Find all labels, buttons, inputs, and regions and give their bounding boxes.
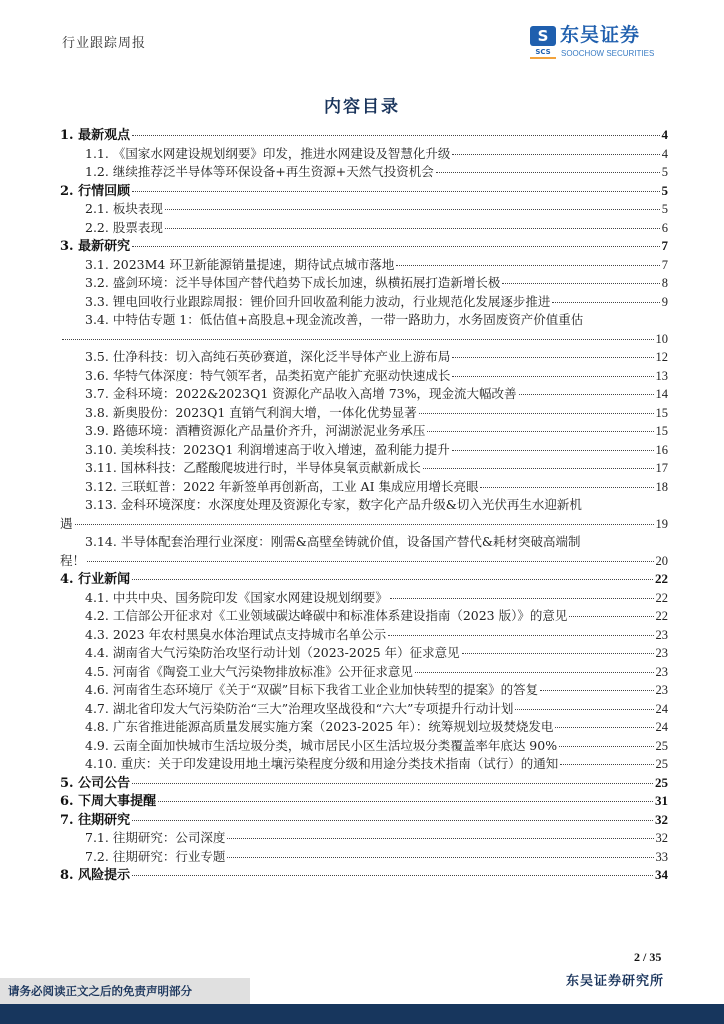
dot-leader <box>75 524 654 525</box>
company-logo <box>530 24 672 62</box>
dot-leader <box>132 875 653 876</box>
toc-page-number: 5 <box>661 202 668 216</box>
toc-page-number: 9 <box>661 294 668 309</box>
page-number: 2 / 35 <box>634 950 662 964</box>
toc-entry[interactable] <box>60 533 668 552</box>
toc-entry[interactable] <box>60 681 668 700</box>
toc-entry[interactable] <box>60 367 668 386</box>
toc-entry-text: 5. 公司公告 <box>60 775 131 791</box>
toc-entry-text: 6. 下周大事提醒 <box>60 794 157 809</box>
dot-leader <box>158 801 653 802</box>
toc-entry[interactable] <box>60 182 668 201</box>
toc-entry[interactable] <box>60 515 668 534</box>
dot-leader <box>452 450 654 451</box>
logo-abbr: SCS <box>530 48 556 59</box>
toc-entry[interactable] <box>60 441 668 460</box>
dot-leader <box>462 653 654 654</box>
dot-leader <box>132 820 653 821</box>
toc-entry-text: 2. 行情回顾 <box>60 183 131 199</box>
toc-page-number: 17 <box>655 461 668 475</box>
dot-leader <box>423 468 654 469</box>
toc-entry[interactable] <box>60 718 668 737</box>
dot-leader <box>452 154 659 155</box>
toc-page-number: 15 <box>655 405 668 420</box>
dot-leader <box>555 727 653 728</box>
dot-leader <box>560 764 653 765</box>
toc-entry-text: 3.4. 中特估专题 1：低估值+高股息+现金流改善，一带一路助力，水务固废资产价值重估 <box>85 312 584 327</box>
toc-entry-text: 4.7. 湖北省印发大气污染防治“三大”治理攻坚战役和“六大”专项提升行动计划 <box>85 700 514 716</box>
dot-leader <box>502 283 659 284</box>
toc-page-number: 23 <box>655 627 668 642</box>
dot-leader <box>540 690 653 691</box>
toc-entry[interactable] <box>60 219 668 238</box>
toc-page-number: 23 <box>655 683 668 697</box>
toc-entry[interactable] <box>60 478 668 497</box>
dot-leader <box>519 394 654 395</box>
toc-entry[interactable] <box>60 700 668 719</box>
dot-leader <box>452 376 653 377</box>
toc-entry[interactable] <box>60 163 668 182</box>
toc-page-number: 22 <box>655 609 668 623</box>
toc-page-number: 8 <box>661 276 668 290</box>
toc-entry-text: 7.1. 往期研究：公司深度 <box>85 830 226 845</box>
toc-page-number: 32 <box>655 831 668 845</box>
toc-page-number: 25 <box>655 774 668 790</box>
toc-entry[interactable] <box>60 755 668 774</box>
dot-leader <box>87 561 653 562</box>
disclaimer-note: 请务必阅读正文之后的免责声明部分 <box>0 978 250 1004</box>
toc-page-number: 23 <box>655 664 668 679</box>
footer-bar <box>0 1004 724 1024</box>
toc-entry-text: 4. 行业新闻 <box>60 572 131 587</box>
report-type-label: 行业跟踪周报 <box>62 36 147 51</box>
toc-entry-text: 3.8. 新奥股份：2023Q1 直销气利润大增，一体化优势显著 <box>85 404 417 420</box>
toc-entry-text: 3.13. 金科环境深度：水深度处理及资源化专家，数字化产品升级&切入光伏再生水迎新机 <box>85 497 582 512</box>
toc-entry[interactable] <box>60 792 668 811</box>
toc-page-number: 23 <box>655 646 668 660</box>
dot-leader <box>132 783 653 784</box>
toc-entry-text: 2.2. 股票表现 <box>85 219 163 235</box>
toc-entry[interactable] <box>60 311 668 330</box>
toc-page-number: 6 <box>661 220 668 235</box>
toc-entry-text: 4.1. 中共中央、国务院印发《国家水网建设规划纲要》 <box>85 589 388 605</box>
toc-page-number: 24 <box>655 720 668 734</box>
toc-entry[interactable] <box>60 811 668 830</box>
dot-leader <box>427 431 653 432</box>
dot-leader <box>132 191 659 192</box>
logo-cn: 东吴证券 <box>560 24 641 46</box>
toc-entry[interactable] <box>60 274 668 293</box>
dot-leader <box>165 228 660 229</box>
toc-entry[interactable] <box>60 348 668 367</box>
toc-page-number: 4 <box>661 127 668 142</box>
toc-entry-text: 1. 最新观点 <box>60 128 131 143</box>
toc-entry-text: 4.5. 河南省《陶瓷工业大气污染物排放标准》公开征求意见 <box>85 663 413 679</box>
toc-page-number: 32 <box>655 811 668 827</box>
toc-entry[interactable] <box>60 496 668 515</box>
toc-entry-text: 8. 风险提示 <box>60 868 131 883</box>
toc-entry-text: 3.6. 华特气体深度：特气领军者，品类拓宽产能扩充驱动快速成长 <box>85 367 451 383</box>
dot-leader <box>132 135 659 136</box>
toc-entry[interactable] <box>60 330 668 349</box>
toc-entry-text: 4.10. 重庆：关于印发建设用地土壤污染程度分级和用途分类技术指南（试行）的通知 <box>85 756 559 771</box>
toc-entry[interactable] <box>60 422 668 441</box>
toc-page-number: 24 <box>655 701 668 716</box>
toc-entry-text: 3.7. 金科环境：2022&2023Q1 资源化产品收入高增 73%，现金流大幅改善 <box>85 386 517 401</box>
toc-entry[interactable] <box>60 404 668 423</box>
toc-entry-text: 3.2. 盛剑环境：泛半导体国产替代趋势下成长加速，纵横拓展打造新增长极 <box>85 275 501 290</box>
toc-entry-text: 4.2. 工信部公开征求对《工业领域碳达峰碳中和标准体系建设指南（2023 版）》的意见 <box>85 608 568 623</box>
toc-entry[interactable] <box>60 459 668 478</box>
dot-leader <box>132 579 653 580</box>
toc-entry-text: 3.3. 锂电回收行业跟踪周报：锂价回升回收盈利能力波动，行业规范化发展逐步推进 <box>85 293 551 309</box>
dot-leader <box>62 339 654 340</box>
toc-entry[interactable] <box>60 774 668 793</box>
toc-page-number: 18 <box>655 479 668 494</box>
logo-mark-icon: S <box>530 26 556 46</box>
toc-page-number: 15 <box>655 424 668 438</box>
dot-leader <box>415 672 654 673</box>
dot-leader <box>515 709 653 710</box>
toc-page-number: 22 <box>655 590 668 605</box>
toc-entry[interactable] <box>60 829 668 848</box>
toc-entry-text: 遇 <box>60 515 73 531</box>
dot-leader <box>559 746 653 747</box>
toc-page-number: 34 <box>655 867 668 882</box>
toc-entry[interactable] <box>60 644 668 663</box>
toc-page-number: 5 <box>661 165 668 179</box>
toc-entry-text: 3.12. 三联虹普：2022 年新签单再创新高，工业 AI 集成应用增长亮眼 <box>85 478 479 494</box>
toc-entry-text: 3.5. 仕净科技：切入高纯石英砂赛道，深化泛半导体产业上游布局 <box>85 349 451 364</box>
toc-page-number: 31 <box>655 793 668 808</box>
toc-entry[interactable] <box>60 626 668 645</box>
toc-entry-text: 3.11. 国林科技：乙醛酸爬坡进行时，半导体臭氧贡献新成长 <box>85 460 421 475</box>
table-of-contents <box>60 126 668 885</box>
toc-entry[interactable] <box>60 293 668 312</box>
toc-entry[interactable] <box>60 385 668 404</box>
toc-entry[interactable] <box>60 552 668 571</box>
dot-leader <box>227 838 653 839</box>
toc-page-number: 4 <box>661 146 668 161</box>
toc-entry-text: 程！ <box>60 552 86 568</box>
toc-entry[interactable] <box>60 126 668 145</box>
toc-entry-text: 7. 往期研究 <box>60 812 131 828</box>
toc-entry[interactable] <box>60 848 668 867</box>
toc-page-number: 14 <box>655 387 668 401</box>
toc-page-number: 5 <box>661 182 668 198</box>
toc-entry[interactable] <box>60 737 668 756</box>
toc-entry-text: 4.8. 广东省推进能源高质量发展实施方案（2023-2025 年）：统筹规划垃圾焚烧发电 <box>85 719 554 734</box>
toc-entry-text: 3.14. 半导体配套治理行业深度：刚需&高壁垒铸就价值，设备国产替代&耗材突破高端制 <box>85 534 581 549</box>
toc-page-number: 7 <box>661 257 668 272</box>
page-title: 内容目录 <box>324 97 400 117</box>
toc-entry[interactable] <box>60 866 668 885</box>
toc-page-number: 16 <box>655 442 668 457</box>
dot-leader <box>227 857 653 858</box>
institute-name: 东吴证券研究所 <box>566 974 665 989</box>
dot-leader <box>480 487 653 488</box>
toc-entry-text: 4.4. 湖南省大气污染防治攻坚行动计划（2023-2025 年）征求意见 <box>85 645 460 660</box>
toc-entry-text: 4.6. 河南省生态环境厅《关于“双碳”目标下我省工业企业加快转型的提案》的答复 <box>85 682 539 697</box>
toc-entry-text: 1.2. 继续推荐泛半导体等环保设备+再生资源+天然气投资机会 <box>85 164 434 179</box>
dot-leader <box>436 172 660 173</box>
toc-entry[interactable] <box>60 570 668 589</box>
toc-entry[interactable] <box>60 589 668 608</box>
toc-entry-text: 3.10. 美埃科技：2023Q1 利润增速高于收入增速，盈利能力提升 <box>85 441 450 457</box>
toc-entry-text: 3.1. 2023M4 环卫新能源销量提速，期待试点城市落地 <box>85 256 395 272</box>
dot-leader <box>552 302 659 303</box>
toc-page-number: 13 <box>655 368 668 383</box>
toc-entry-text: 4.3. 2023 年农村黑臭水体治理试点支持城市名单公示 <box>85 626 387 642</box>
toc-entry-text: 7.2. 往期研究：行业专题 <box>85 848 226 864</box>
toc-page-number: 25 <box>655 738 668 753</box>
dot-leader <box>419 413 654 414</box>
toc-page-number: 19 <box>655 516 668 531</box>
dot-leader <box>396 265 659 266</box>
toc-entry[interactable] <box>60 145 668 164</box>
toc-page-number: 12 <box>655 350 668 364</box>
logo-en: SOOCHOW SECURITIES <box>561 49 655 58</box>
toc-entry[interactable] <box>60 663 668 682</box>
dot-leader <box>132 246 659 247</box>
dot-leader <box>388 635 653 636</box>
toc-page-number: 33 <box>655 849 668 864</box>
toc-page-number: 20 <box>655 553 668 568</box>
toc-page-number: 10 <box>655 331 668 346</box>
toc-entry[interactable] <box>60 237 668 256</box>
dot-leader <box>390 598 654 599</box>
toc-entry-text: 4.9. 云南全面加快城市生活垃圾分类，城市居民小区生活垃圾分类覆盖率年底达 90% <box>85 737 558 753</box>
toc-entry-text: 2.1. 板块表现 <box>85 201 163 216</box>
toc-page-number: 7 <box>661 238 668 253</box>
toc-entry[interactable] <box>60 256 668 275</box>
toc-entry-text: 3.9. 路德环境：酒糟资源化产品量价齐升，河湖淤泥业务承压 <box>85 423 426 438</box>
toc-entry-text: 3. 最新研究 <box>60 239 131 254</box>
dot-leader <box>569 616 653 617</box>
dot-leader <box>165 209 660 210</box>
toc-entry[interactable] <box>60 607 668 626</box>
toc-entry[interactable] <box>60 200 668 219</box>
dot-leader <box>452 357 653 358</box>
toc-page-number: 25 <box>655 757 668 771</box>
toc-entry-text: 1.1. 《国家水网建设规划纲要》印发，推进水网建设及智慧化升级 <box>85 145 451 161</box>
toc-page-number: 22 <box>655 571 668 586</box>
